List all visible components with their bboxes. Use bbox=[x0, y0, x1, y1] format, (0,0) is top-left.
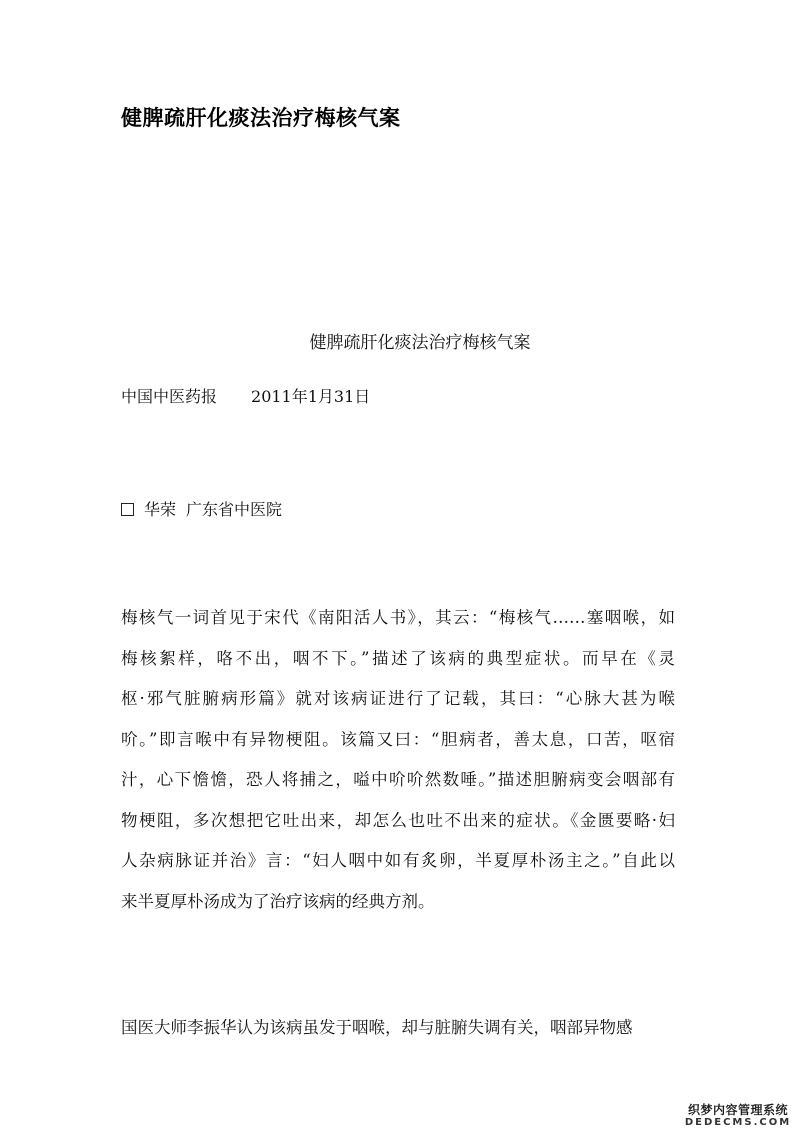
body-paragraph-1 bbox=[121, 598, 675, 922]
publish-date: 2011年1月31日 bbox=[251, 387, 371, 406]
watermark bbox=[682, 1101, 794, 1128]
author-organization: 广东省中医院 bbox=[186, 500, 283, 519]
text-line: 汁，心下憺憺，恐人将捕之，嗌中吤吤然数唾。”描述胆腑病变会咽部有 bbox=[121, 770, 675, 789]
watermark-cn: 织梦内容管理系统 bbox=[687, 1103, 788, 1117]
text-line: 梅核气一词首见于宋代《南阳活人书》，其云：“梅核气……塞咽喉，如 bbox=[121, 608, 675, 627]
body-paragraph-2 bbox=[121, 1008, 675, 1049]
watermark-en: DEDECMS.COM bbox=[684, 1117, 792, 1128]
text-line: 梅核絮样，咯不出，咽不下。”描述了该病的典型症状。而早在《灵 bbox=[121, 648, 675, 668]
author-name: 华荣 bbox=[144, 500, 177, 519]
page-title: 健脾疏肝化痰法治疗梅核气案 bbox=[121, 106, 401, 130]
text-line: 来半夏厚朴汤成为了治疗该病的经典方剂。 bbox=[121, 891, 435, 911]
source-name: 中国中医药报 bbox=[121, 387, 218, 406]
text-line: 国医大师李振华认为该病虽发于咽喉，却与脏腑失调有关，咽部异物感 bbox=[121, 1018, 633, 1037]
article-title: 健脾疏肝化痰法治疗梅核气案 bbox=[309, 333, 531, 353]
text-line: 人杂病脉证并治》言：“妇人咽中如有炙卵，半夏厚朴汤主之。”自此以 bbox=[121, 851, 675, 870]
text-line: 物梗阻，多次想把它吐出来，却怎么也吐不出来的症状。《金匮要略·妇 bbox=[121, 810, 675, 830]
text-line: 吤。”即言喉中有异物梗阻。该篇又曰：“胆病者，善太息，口苦，呕宿 bbox=[121, 729, 675, 749]
article-meta bbox=[121, 384, 370, 407]
text-line: 枢·邪气脏腑病形篇》就对该病证进行了记载，其曰：“心脉大甚为喉 bbox=[121, 689, 675, 708]
square-bullet-icon bbox=[121, 503, 134, 516]
author-line bbox=[121, 497, 282, 520]
